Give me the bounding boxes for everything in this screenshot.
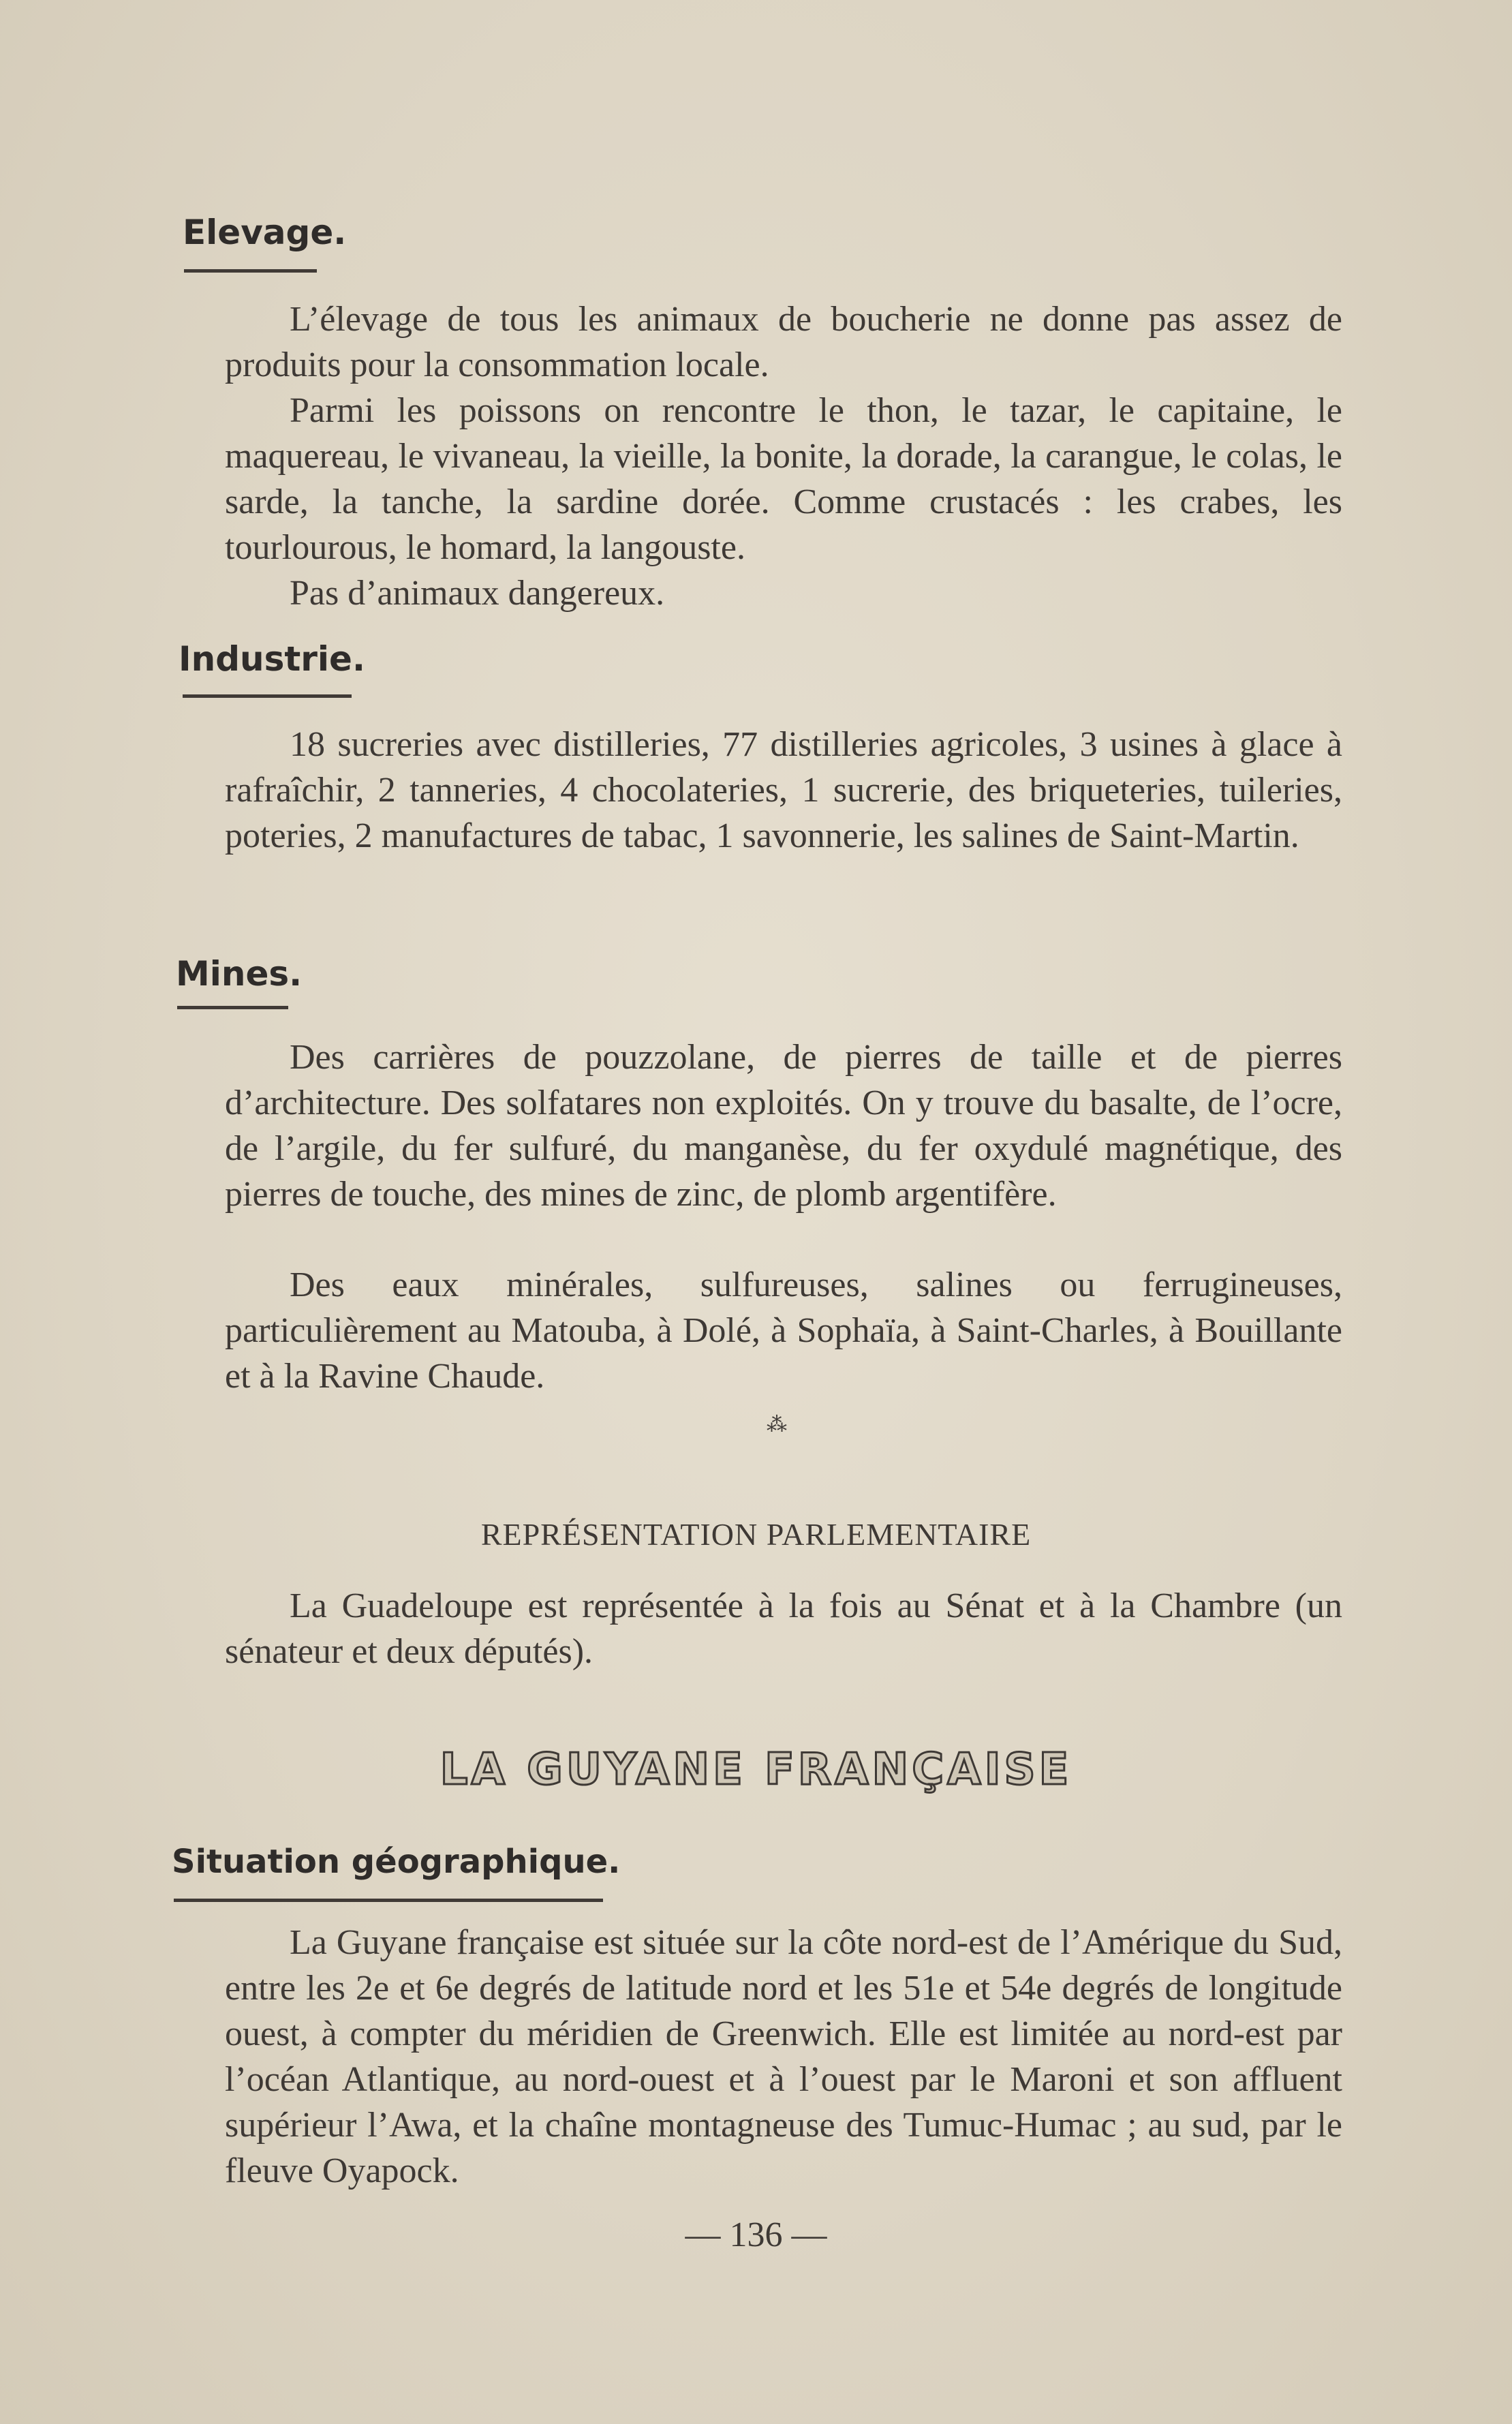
paragraph-mines-2: Des eaux minérales, sulfureuses, salines ou ferrugineuses, particulièrement au Matouba, à Dolé, à Sophaïa, à Saint-Charles, à Bouillante et à la Ravine Chaude. (225, 1265, 1342, 1396)
paragraph-industrie: 18 sucreries avec distilleries, 77 distilleries agricoles, 3 usines à glace à rafraîchir, 2 tanneries, 4 chocolateries, 1 sucrerie, des briqueteries, tuileries, poteries, 2 manufactures de tabac, 1 savonnerie, les salines de Saint-Martin. (225, 725, 1342, 855)
heading-industrie: Industrie. (179, 639, 365, 679)
heading-mines: Mines. (176, 954, 303, 994)
page-number: — 136 — (685, 2215, 827, 2254)
paragraph-elevage-2: Parmi les poissons on rencontre le thon, le tazar, le capitaine, le maquereau, le vivaneau, la vieille, la bonite, la dorade, la carangue, le colas, le sarde, la tanche, la sardine dorée. Comme crustacés : les crabes, les tourlourous, le homard, la langouste. (225, 391, 1342, 567)
heading-underline (183, 694, 352, 698)
heading-elevage: Elevage. (183, 213, 347, 252)
heading-underline (177, 1006, 288, 1009)
paragraph-representation: La Guadeloupe est représentée à la fois au Sénat et à la Chambre (un sénateur et deux députés). (225, 1586, 1342, 1671)
paragraph-situation: La Guyane française est située sur la côte nord-est de l’Amérique du Sud, entre les 2e et 6e degrés de latitude nord et les 51e et 54e degrés de longitude ouest, à compter du méridien de Greenwich. Elle est limitée au nord-est par l’océan Atlantique, au nord-ouest et à l’ouest par le Maroni et son affluent supérieur l’Awa, et la chaîne montagneuse des Tumuc-Humac ; au sud, par le fleuve Oyapock. (225, 1923, 1342, 2190)
paragraph-elevage-1: L’élevage de tous les animaux de boucherie ne donne pas assez de produits pour la consommation locale. (225, 300, 1342, 384)
paragraph-elevage-3: Pas d’animaux dangereux. (290, 574, 665, 613)
paragraph-mines-1: Des carrières de pouzzolane, de pierres de taille et de pierres d’architecture. Des solfatares non exploités. On y trouve du basalte, de l’ocre, de l’argile, du fer sulfuré, du manganèse, du fer oxydulé magnétique, des pierres de touche, des mines de zinc, de plomb argentifère. (225, 1038, 1342, 1214)
section-title-representation: REPRÉSENTATION PARLEMENTAIRE (480, 1517, 1032, 1552)
heading-underline (174, 1899, 603, 1902)
asterism-separator: ⁂ (767, 1413, 787, 1437)
heading-underline (184, 269, 317, 273)
chapter-title-guyane: LA GUYANE FRANÇAISE (439, 1745, 1073, 1795)
heading-situation: Situation géographique. (172, 1843, 621, 1881)
